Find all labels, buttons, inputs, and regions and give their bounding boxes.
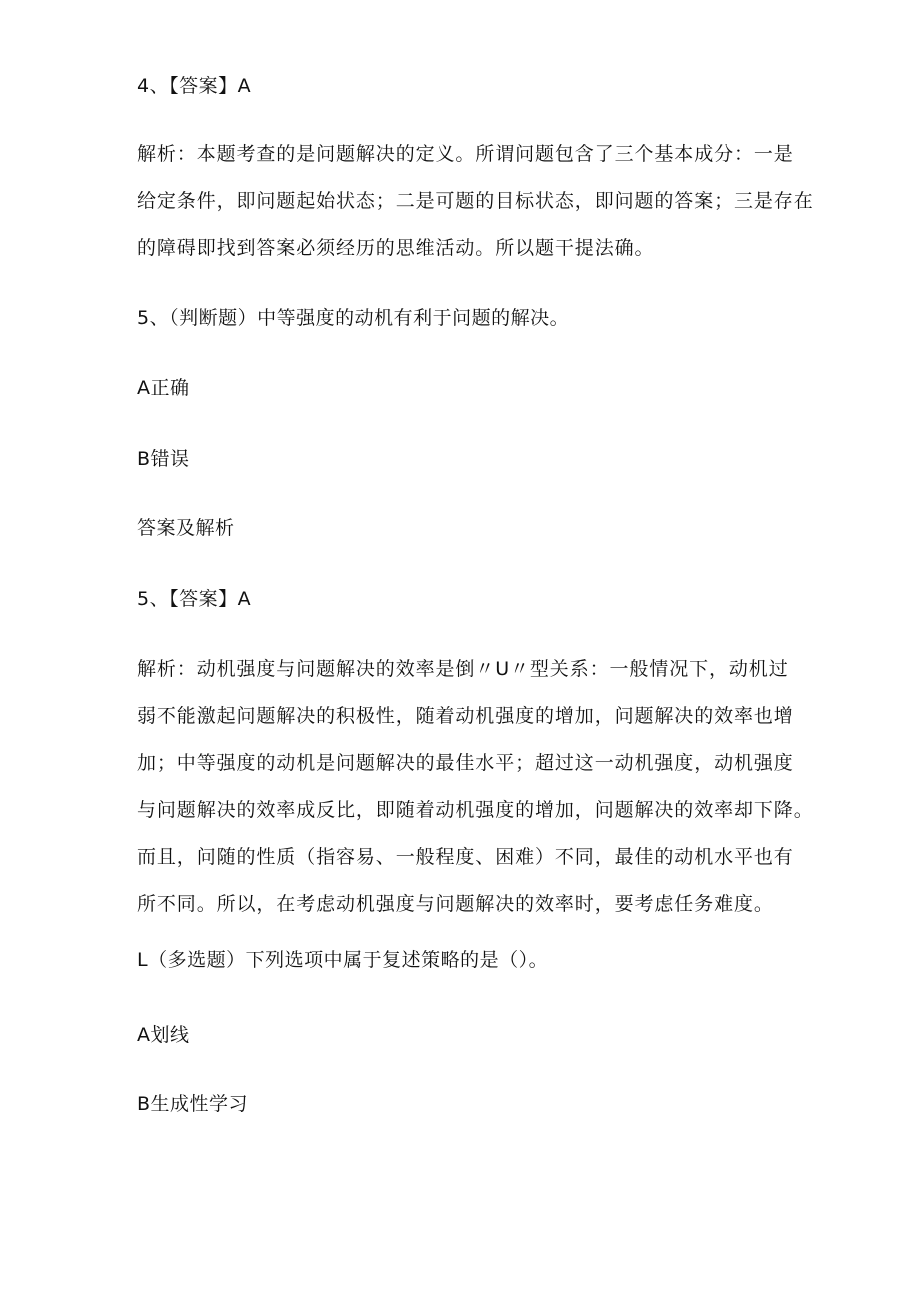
- q5-question: 5、（判断题）中等强度的动机有利于问题的解决。: [137, 307, 570, 329]
- q4-analysis-line-1: 解析：本题考查的是问题解决的定义。所谓问题包含了三个基本成分：一是: [137, 143, 794, 165]
- q5-analysis-line-1: 解析：动机强度与问题解决的效率是倒〃U〃型关系：一般情况下，动机过: [137, 658, 789, 680]
- q5-analysis-line-2: 弱不能激起问题解决的积极性，随着动机强度的增加，问题解决的效率也增: [137, 705, 794, 727]
- ql-question: L（多选题）下列选项中属于复述策略的是（）。: [137, 949, 549, 971]
- ql-option-a: A划线: [137, 1024, 190, 1046]
- q5-option-a: A正确: [137, 377, 190, 399]
- q5-answer-label: 5、【答案】A: [137, 588, 252, 610]
- ql-option-b: B生成性学习: [137, 1093, 249, 1115]
- q5-analysis-line-3: 加；中等强度的动机是问题解决的最佳水平；超过这一动机强度，动机强度: [137, 752, 794, 774]
- q4-analysis-line-3: 的障碍即找到答案必须经历的思维活动。所以题干提法确。: [137, 237, 655, 259]
- q5-answer-heading: 答案及解析: [137, 517, 235, 539]
- q5-option-b: B错误: [137, 448, 190, 470]
- q5-analysis-line-6: 所不同。所以，在考虑动机强度与问题解决的效率时，要考虑任务难度。: [137, 893, 774, 915]
- q5-analysis-line-4: 与问题解决的效率成反比，即随着动机强度的增加，问题解决的效率却下降。: [137, 799, 814, 821]
- q4-answer-label: 4、【答案】A: [137, 75, 252, 97]
- q4-analysis-line-2: 给定条件，即问题起始状态；二是可题的目标状态，即问题的答案；三是存在: [137, 190, 814, 212]
- q5-analysis-line-5: 而且，问随的性质（指容易、一般程度、困难）不同，最佳的动机水平也有: [137, 846, 794, 868]
